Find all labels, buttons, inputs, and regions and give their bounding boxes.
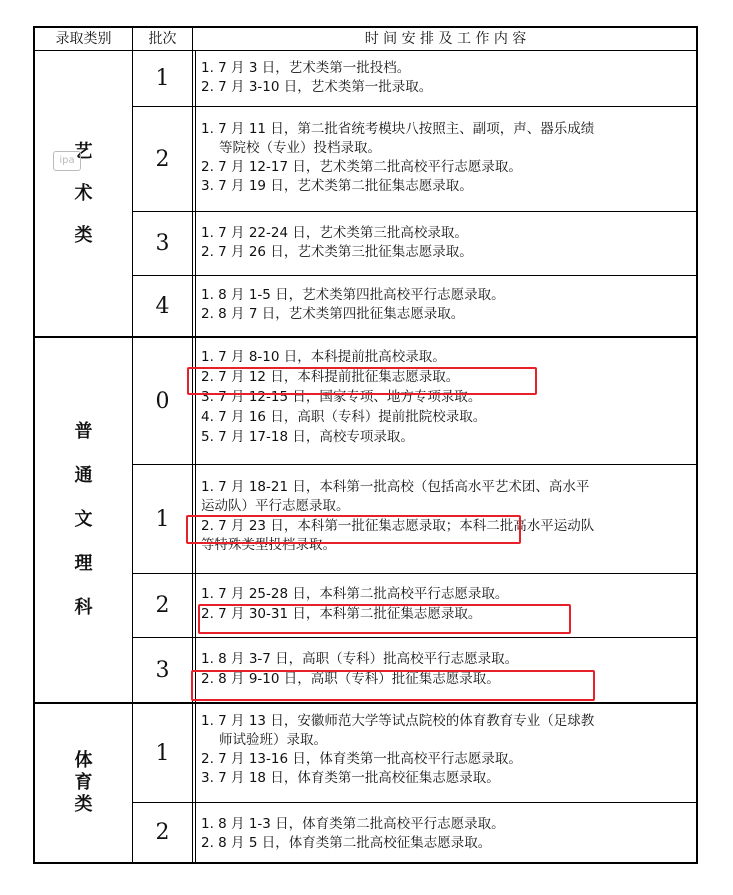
batch-number: 2: [155, 593, 170, 618]
content-line: 3. 7 月 12-15 日，国家专项、地方专项录取。: [201, 389, 482, 405]
batch-number: 1: [155, 506, 170, 532]
category-char: 理: [74, 553, 93, 574]
content-line: 2. 7 月 13-16 日，体育类第一批高校平行志愿录取。: [201, 751, 522, 767]
content-line: 2. 8 月 7 日，艺术类第四批征集志愿录取。: [201, 306, 465, 322]
highlight-box: [198, 604, 571, 634]
content-line: 1. 7 月 11 日，第二批省统考模块八按照主、副项，声、器乐成绩: [201, 121, 595, 137]
highlight-box: [187, 367, 537, 395]
batch-number: 0: [155, 388, 170, 414]
category-general: [35, 338, 132, 702]
row-divider: [133, 464, 696, 465]
header-batch: 批次: [148, 31, 177, 47]
content-line: 1. 8 月 1-3 日，体育类第二批高校平行志愿录取。: [201, 816, 505, 832]
batch-number: 1: [155, 740, 170, 766]
batch-number: 4: [155, 293, 170, 319]
highlight-box: [191, 670, 595, 701]
content-line: 等院校（专业）投档录取。: [219, 140, 381, 156]
category-char: 科: [74, 597, 93, 618]
batch-number: 1: [155, 66, 170, 91]
content-line: 3. 7 月 18 日，体育类第一批高校征集志愿录取。: [201, 770, 500, 786]
content-line: 1. 7 月 3 日，艺术类第一批投档。: [201, 60, 411, 76]
category-char: 类: [74, 794, 93, 815]
header-category: 录取类别: [55, 31, 112, 47]
category-char: 育: [74, 772, 93, 793]
content-line: 1. 8 月 1-5 日，艺术类第四批高校平行志愿录取。: [201, 287, 505, 303]
category-char: 艺: [74, 140, 93, 162]
content-line: 3. 7 月 19 日，艺术类第二批征集志愿录取。: [201, 178, 473, 194]
batch-number: 2: [155, 146, 170, 172]
batch-number: 2: [155, 820, 170, 845]
category-char: 术: [74, 182, 93, 204]
content-line: 2. 7 月 26 日，艺术类第三批征集志愿录取。: [201, 244, 473, 260]
row-divider: [133, 573, 696, 574]
content-line: 2. 8 月 9-10 日，高职（专科）批征集志愿录取。: [201, 671, 500, 687]
content-line: 2. 7 月 30-31 日，本科第二批征集志愿录取。: [201, 606, 482, 622]
category-char: 通: [74, 465, 93, 486]
category-char: 普: [74, 421, 93, 442]
content-line: 4. 7 月 16 日，高职（专科）提前批院校录取。: [201, 409, 487, 425]
category-char: 类: [74, 224, 93, 246]
category-char: 文: [74, 509, 93, 530]
content-line: 2. 7 月 12-17 日，艺术类第二批高校平行志愿录取。: [201, 159, 522, 175]
highlight-box: [186, 515, 521, 544]
content-line: 2. 7 月 12 日，本科提前批征集志愿录取。: [201, 369, 460, 385]
admission-schedule-table: [33, 26, 698, 864]
content-line: 1. 7 月 18-21 日，本科第一批高校（包括高水平艺术团、高水平: [201, 479, 590, 495]
category-char: 体: [74, 750, 93, 771]
content-line: 2. 7 月 23 日，本科第一批征集志愿录取；本科二批高水平运动队: [201, 518, 595, 534]
content-line: 等特殊类型投档录取。: [201, 537, 336, 553]
watermark-badge: ipa: [53, 151, 81, 171]
content-line: 1. 7 月 13 日，安徽师范大学等试点院校的体育教育专业（足球教: [201, 713, 595, 729]
content-line: 运动队）平行志愿录取。: [201, 498, 350, 514]
content-line: 1. 7 月 22-24 日，艺术类第三批高校录取。: [201, 225, 468, 241]
row-divider: [133, 275, 696, 276]
content-line: 1. 8 月 3-7 日，高职（专科）批高校平行志愿录取。: [201, 651, 519, 667]
content-line: 2. 7 月 3-10 日，艺术类第一批录取。: [201, 79, 433, 95]
content-line: 1. 7 月 25-28 日，本科第二批高校平行志愿录取。: [201, 586, 509, 602]
row-divider: [133, 211, 696, 212]
row-divider: [133, 106, 696, 107]
column-divider-2: [192, 28, 193, 862]
batch-number: 3: [155, 231, 170, 256]
content-line: 2. 8 月 5 日，体育类第二批高校征集志愿录取。: [201, 835, 492, 851]
header-content: 时 间 安 排 及 工 作 内 容: [364, 31, 527, 47]
column-divider-2b: [195, 51, 196, 862]
content-line: 1. 7 月 8-10 日，本科提前批高校录取。: [201, 349, 446, 365]
content-line: 师试验班）录取。: [219, 732, 327, 748]
content-line: 5. 7 月 17-18 日，高校专项录取。: [201, 429, 414, 445]
category-art: [35, 51, 132, 336]
category-sports: [35, 704, 132, 862]
batch-number: 3: [155, 657, 170, 683]
row-divider: [133, 802, 696, 803]
row-divider: [133, 637, 696, 638]
